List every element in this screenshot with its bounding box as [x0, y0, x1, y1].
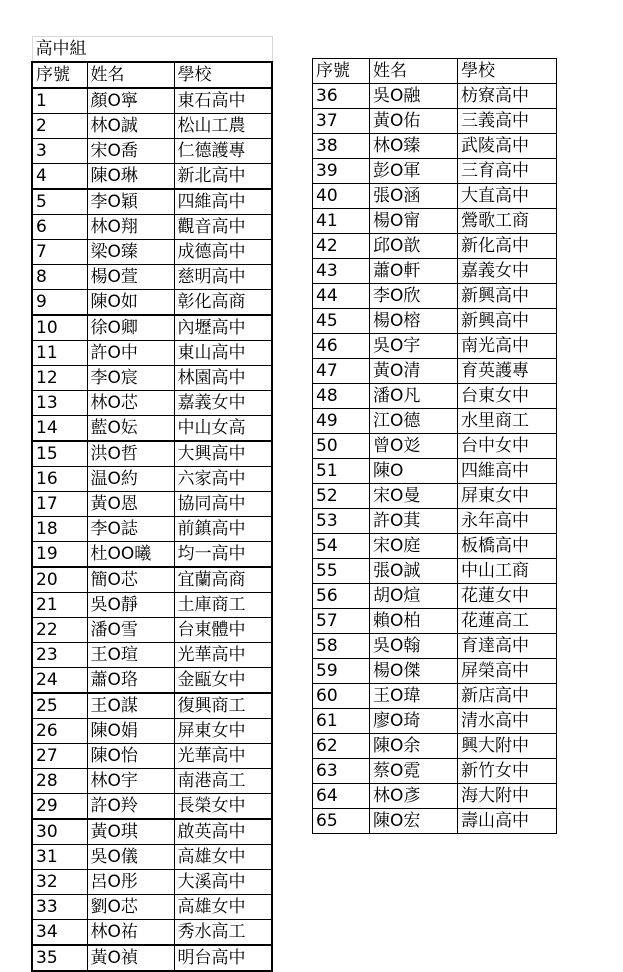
cell-school: 四維高中	[458, 459, 557, 484]
cell-name: 宋O曼	[370, 484, 458, 509]
cell-school: 六家高中	[174, 467, 272, 492]
cell-school: 宜蘭高商	[174, 567, 272, 593]
cell-name: 陳O琳	[87, 164, 174, 190]
cell-name: 彭O軍	[370, 159, 458, 184]
cell-name: 李O誌	[87, 517, 174, 542]
cell-school: 前鎮高中	[174, 517, 272, 542]
table-row	[32, 139, 272, 164]
cell-school: 大溪高中	[174, 870, 272, 895]
cell-school: 復興商工	[174, 693, 272, 719]
cell-school: 長榮女中	[174, 794, 272, 820]
cell-name: 蕭O珞	[87, 668, 174, 694]
table-row	[32, 920, 272, 946]
cell-name: 張O誠	[370, 559, 458, 584]
table-row	[32, 819, 272, 845]
cell-no: 8	[32, 265, 87, 290]
table-row	[32, 895, 272, 920]
table-title: 高中組	[32, 37, 272, 63]
cell-no: 56	[313, 584, 370, 609]
cell-school: 台中女中	[458, 434, 557, 459]
cell-no: 30	[32, 819, 87, 845]
cell-no: 31	[32, 845, 87, 870]
cell-no: 1	[32, 88, 87, 114]
cell-name: 黃O清	[370, 359, 458, 384]
cell-no: 27	[32, 744, 87, 769]
cell-no: 20	[32, 567, 87, 593]
table-row	[32, 517, 272, 542]
table-row	[313, 634, 557, 659]
cell-no: 54	[313, 534, 370, 559]
cell-name: 廖O琦	[370, 709, 458, 734]
cell-name: 潘O凡	[370, 384, 458, 409]
cell-school: 四維高中	[174, 189, 272, 215]
cell-no: 4	[32, 164, 87, 190]
cell-name: 林O彥	[370, 784, 458, 809]
cell-no: 25	[32, 693, 87, 719]
cell-name: 潘O雪	[87, 618, 174, 643]
cell-no: 38	[313, 134, 370, 159]
table-row	[32, 845, 272, 870]
cell-name: 邱O歆	[370, 234, 458, 259]
table-row	[32, 618, 272, 643]
cell-name: 王O瑄	[87, 643, 174, 668]
cell-school: 光華高中	[174, 744, 272, 769]
cell-school: 中山女高	[174, 416, 272, 442]
table-row	[32, 114, 272, 139]
cell-name: 李O欣	[370, 284, 458, 309]
cell-name: 蔡O霓	[370, 759, 458, 784]
cell-school: 武陵高中	[458, 134, 557, 159]
table-row	[313, 334, 557, 359]
cell-school: 內壢高中	[174, 315, 272, 341]
cell-name: 李O穎	[87, 189, 174, 215]
table-row	[313, 84, 557, 109]
cell-name: 楊O榕	[370, 309, 458, 334]
cell-name: 陳O如	[87, 290, 174, 316]
cell-school: 鶯歌工商	[458, 209, 557, 234]
cell-name: 胡O煊	[370, 584, 458, 609]
cell-school: 台東體中	[174, 618, 272, 643]
table-row	[32, 240, 272, 265]
cell-no: 42	[313, 234, 370, 259]
table-row	[32, 189, 272, 215]
cell-school: 均一高中	[174, 542, 272, 568]
cell-name: 陳O宏	[370, 809, 458, 834]
cell-no: 37	[313, 109, 370, 134]
cell-no: 12	[32, 366, 87, 391]
cell-school: 大興高中	[174, 441, 272, 467]
cell-no: 29	[32, 794, 87, 820]
cell-name: 徐O卿	[87, 315, 174, 341]
table-row	[313, 209, 557, 234]
cell-name: 吳O宇	[370, 334, 458, 359]
header-no: 序號	[313, 59, 370, 84]
cell-school: 高雄女中	[174, 845, 272, 870]
table-row	[32, 441, 272, 467]
cell-school: 東石高中	[174, 88, 272, 114]
table-row	[32, 215, 272, 240]
cell-name: 江O德	[370, 409, 458, 434]
cell-school: 花蓮高工	[458, 609, 557, 634]
cell-no: 52	[313, 484, 370, 509]
table-row	[32, 593, 272, 618]
cell-school: 新竹女中	[458, 759, 557, 784]
cell-name: 楊O萱	[87, 265, 174, 290]
cell-no: 35	[32, 945, 87, 971]
cell-school: 興大附中	[458, 734, 557, 759]
table-row	[313, 584, 557, 609]
cell-name: 楊O傑	[370, 659, 458, 684]
cell-school: 南光高中	[458, 334, 557, 359]
cell-school: 新化高中	[458, 234, 557, 259]
cell-name: 黃O琪	[87, 819, 174, 845]
cell-school: 水里商工	[458, 409, 557, 434]
table-row	[32, 719, 272, 744]
cell-name: 張O涵	[370, 184, 458, 209]
cell-school: 光華高中	[174, 643, 272, 668]
cell-name: 林O芯	[87, 391, 174, 416]
cell-no: 3	[32, 139, 87, 164]
cell-school: 南港高工	[174, 769, 272, 794]
cell-school: 秀水高工	[174, 920, 272, 946]
cell-name: 宋O庭	[370, 534, 458, 559]
cell-name: 王O瑋	[370, 684, 458, 709]
cell-school: 新興高中	[458, 284, 557, 309]
cell-name: 林O誠	[87, 114, 174, 139]
cell-school: 大直高中	[458, 184, 557, 209]
header-school: 學校	[174, 62, 272, 88]
cell-name: 林O翔	[87, 215, 174, 240]
cell-school: 金甌女中	[174, 668, 272, 694]
cell-school: 海大附中	[458, 784, 557, 809]
table-row	[313, 509, 557, 534]
table-row	[32, 265, 272, 290]
cell-no: 50	[313, 434, 370, 459]
cell-no: 22	[32, 618, 87, 643]
cell-name: 黃O恩	[87, 492, 174, 517]
cell-name: 賴O柏	[370, 609, 458, 634]
table-caption-row	[32, 37, 272, 63]
left-table	[31, 36, 273, 972]
cell-no: 26	[32, 719, 87, 744]
cell-no: 2	[32, 114, 87, 139]
table-row	[32, 870, 272, 895]
cell-school: 壽山高中	[458, 809, 557, 834]
table-row	[32, 567, 272, 593]
cell-no: 44	[313, 284, 370, 309]
cell-name: 林O祐	[87, 920, 174, 946]
cell-school: 新店高中	[458, 684, 557, 709]
table-row	[313, 759, 557, 784]
cell-no: 64	[313, 784, 370, 809]
cell-school: 新北高中	[174, 164, 272, 190]
right-table	[312, 58, 557, 834]
table-row	[313, 384, 557, 409]
cell-school: 啟英高中	[174, 819, 272, 845]
cell-no: 34	[32, 920, 87, 946]
cell-school: 清水高中	[458, 709, 557, 734]
cell-school: 育英護專	[458, 359, 557, 384]
table-row	[313, 409, 557, 434]
cell-school: 土庫商工	[174, 593, 272, 618]
table-row	[313, 359, 557, 384]
cell-no: 61	[313, 709, 370, 734]
cell-school: 慈明高中	[174, 265, 272, 290]
cell-school: 協同高中	[174, 492, 272, 517]
table-row	[313, 484, 557, 509]
cell-school: 明台高中	[174, 945, 272, 971]
cell-name: 吳O翰	[370, 634, 458, 659]
cell-no: 65	[313, 809, 370, 834]
cell-no: 63	[313, 759, 370, 784]
table-row	[32, 88, 272, 114]
table-row	[32, 315, 272, 341]
cell-no: 40	[313, 184, 370, 209]
cell-no: 15	[32, 441, 87, 467]
cell-no: 51	[313, 459, 370, 484]
table-row	[32, 693, 272, 719]
cell-name: 宋O喬	[87, 139, 174, 164]
cell-no: 39	[313, 159, 370, 184]
cell-name: 黃O佑	[370, 109, 458, 134]
table-row	[32, 643, 272, 668]
table-row	[313, 709, 557, 734]
header-no: 序號	[32, 62, 87, 88]
cell-name: 許O羚	[87, 794, 174, 820]
cell-no: 9	[32, 290, 87, 316]
table-row	[313, 809, 557, 834]
cell-name: 顏O寧	[87, 88, 174, 114]
cell-no: 23	[32, 643, 87, 668]
cell-no: 24	[32, 668, 87, 694]
cell-school: 板橋高中	[458, 534, 557, 559]
header-name: 姓名	[87, 62, 174, 88]
cell-no: 62	[313, 734, 370, 759]
cell-no: 11	[32, 341, 87, 366]
cell-no: 60	[313, 684, 370, 709]
cell-school: 中山工商	[458, 559, 557, 584]
cell-no: 6	[32, 215, 87, 240]
cell-no: 46	[313, 334, 370, 359]
cell-school: 仁德護專	[174, 139, 272, 164]
table-row	[313, 234, 557, 259]
cell-school: 花蓮女中	[458, 584, 557, 609]
cell-school: 台東女中	[458, 384, 557, 409]
cell-name: 陳O	[370, 459, 458, 484]
cell-name: 林O宇	[87, 769, 174, 794]
table-row	[313, 259, 557, 284]
cell-name: 吳O儀	[87, 845, 174, 870]
table-row	[313, 184, 557, 209]
table-row	[313, 734, 557, 759]
table-row	[313, 684, 557, 709]
cell-name: 呂O彤	[87, 870, 174, 895]
table-row	[313, 134, 557, 159]
cell-no: 18	[32, 517, 87, 542]
header-row	[313, 59, 557, 84]
cell-name: 吳O靜	[87, 593, 174, 618]
cell-no: 43	[313, 259, 370, 284]
table-row	[313, 534, 557, 559]
cell-no: 17	[32, 492, 87, 517]
table-row	[32, 366, 272, 391]
table-row	[313, 459, 557, 484]
cell-name: 王O謀	[87, 693, 174, 719]
cell-school: 觀音高中	[174, 215, 272, 240]
table-row	[313, 159, 557, 184]
table-row	[32, 467, 272, 492]
cell-school: 彰化高商	[174, 290, 272, 316]
cell-school: 新興高中	[458, 309, 557, 334]
cell-school: 屏榮高中	[458, 659, 557, 684]
cell-school: 三育高中	[458, 159, 557, 184]
cell-name: 許O中	[87, 341, 174, 366]
table-row	[313, 784, 557, 809]
table-row	[32, 290, 272, 316]
cell-school: 高雄女中	[174, 895, 272, 920]
cell-no: 7	[32, 240, 87, 265]
cell-no: 49	[313, 409, 370, 434]
cell-no: 45	[313, 309, 370, 334]
table-row	[32, 668, 272, 694]
cell-name: 杜OO曦	[87, 542, 174, 568]
cell-no: 16	[32, 467, 87, 492]
cell-no: 14	[32, 416, 87, 442]
cell-name: 曾O彣	[370, 434, 458, 459]
table-row	[32, 542, 272, 568]
cell-no: 55	[313, 559, 370, 584]
cell-name: 藍O妘	[87, 416, 174, 442]
cell-no: 33	[32, 895, 87, 920]
cell-no: 36	[313, 84, 370, 109]
cell-name: 陳O余	[370, 734, 458, 759]
cell-school: 嘉義女中	[458, 259, 557, 284]
cell-school: 林園高中	[174, 366, 272, 391]
table-row	[32, 164, 272, 190]
cell-name: 蕭O軒	[370, 259, 458, 284]
cell-school: 嘉義女中	[174, 391, 272, 416]
cell-no: 28	[32, 769, 87, 794]
cell-no: 13	[32, 391, 87, 416]
cell-name: 陳O怡	[87, 744, 174, 769]
cell-name: 劉O芯	[87, 895, 174, 920]
table-row	[313, 109, 557, 134]
cell-school: 松山工農	[174, 114, 272, 139]
cell-name: 温O約	[87, 467, 174, 492]
table-row	[32, 769, 272, 794]
table-row	[32, 794, 272, 820]
header-school: 學校	[458, 59, 557, 84]
cell-name: 洪O哲	[87, 441, 174, 467]
cell-school: 東山高中	[174, 341, 272, 366]
cell-name: 林O臻	[370, 134, 458, 159]
cell-school: 屏東女中	[458, 484, 557, 509]
cell-school: 育達高中	[458, 634, 557, 659]
cell-no: 59	[313, 659, 370, 684]
cell-no: 41	[313, 209, 370, 234]
table-row	[32, 341, 272, 366]
cell-name: 許O萁	[370, 509, 458, 534]
cell-no: 48	[313, 384, 370, 409]
table-row	[313, 609, 557, 634]
table-row	[313, 309, 557, 334]
header-row	[32, 62, 272, 88]
cell-no: 57	[313, 609, 370, 634]
table-row	[32, 492, 272, 517]
cell-no: 32	[32, 870, 87, 895]
cell-school: 屏東女中	[174, 719, 272, 744]
cell-school: 枋寮高中	[458, 84, 557, 109]
cell-no: 5	[32, 189, 87, 215]
table-row	[313, 559, 557, 584]
table-row	[32, 391, 272, 416]
cell-no: 21	[32, 593, 87, 618]
table-row	[313, 284, 557, 309]
cell-name: 黃O禎	[87, 945, 174, 971]
table-row	[32, 744, 272, 769]
table-row	[32, 945, 272, 971]
table-row	[313, 659, 557, 684]
cell-school: 三義高中	[458, 109, 557, 134]
cell-name: 簡O芯	[87, 567, 174, 593]
cell-no: 47	[313, 359, 370, 384]
header-name: 姓名	[370, 59, 458, 84]
cell-name: 陳O娟	[87, 719, 174, 744]
cell-name: 吳O融	[370, 84, 458, 109]
cell-no: 53	[313, 509, 370, 534]
table-row	[32, 416, 272, 442]
cell-school: 成德高中	[174, 240, 272, 265]
cell-school: 永年高中	[458, 509, 557, 534]
cell-no: 10	[32, 315, 87, 341]
cell-name: 梁O臻	[87, 240, 174, 265]
cell-name: 李O宸	[87, 366, 174, 391]
cell-no: 58	[313, 634, 370, 659]
table-row	[313, 434, 557, 459]
cell-name: 楊O甯	[370, 209, 458, 234]
cell-no: 19	[32, 542, 87, 568]
